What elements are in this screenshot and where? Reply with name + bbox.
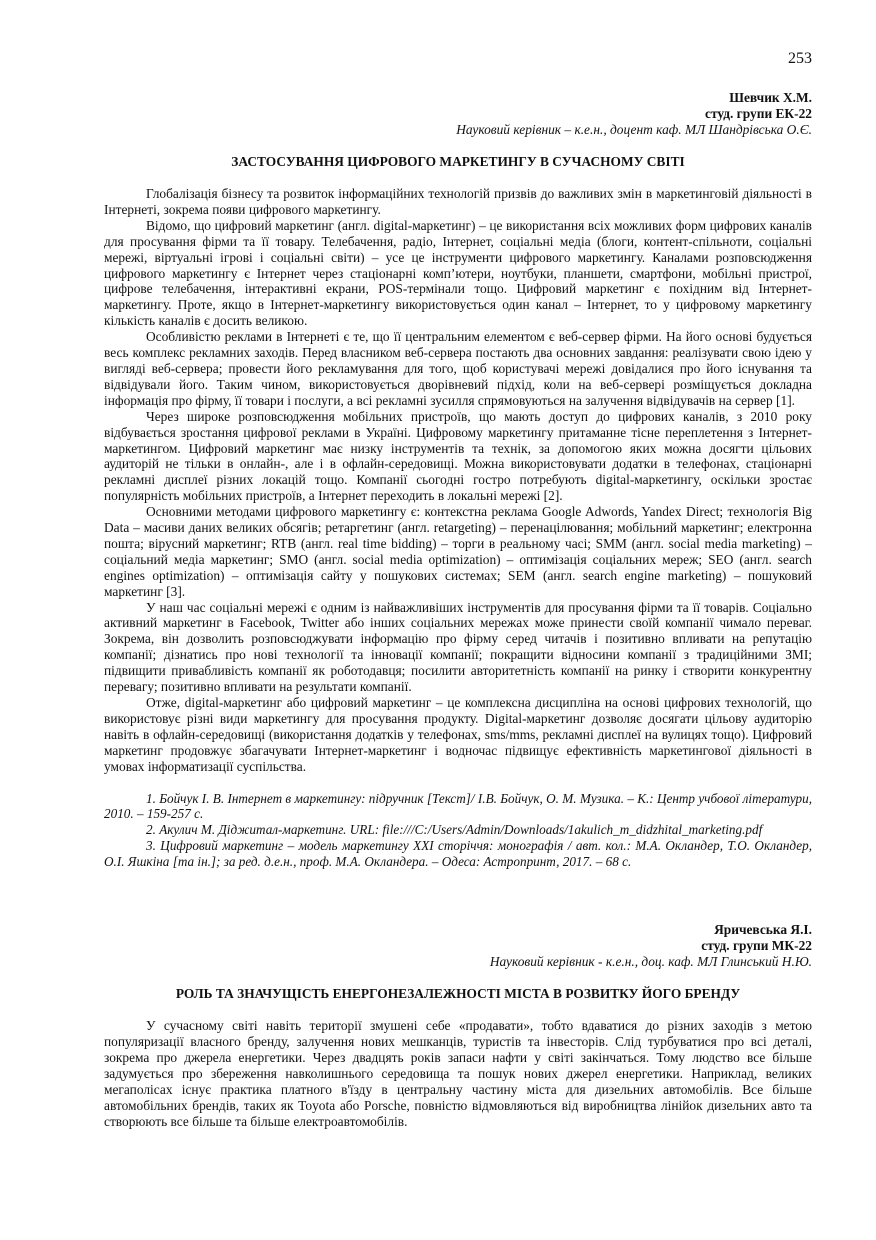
article-title: ЗАСТОСУВАННЯ ЦИФРОВОГО МАРКЕТИНГУ В СУЧАСНОМУ СВІТІ (231, 154, 685, 169)
paragraph: У сучасному світі навіть території змушені себе «продавати», тобто вдаватися до різних заходів з метою популяризації власного бренду, залучення нових мешканців, туристів та інвесторів. Слід турбуватися про всі деталі, зокрема про джерела енергетики. Через двадцять років запаси нафти у світі закінчаться. Тому людство все більше задумується про збереження навколишнього середовища та пошук нових джерел енергетики. Наприклад, великих мегаполісах існує практика платного в'їзду в центральну частину міста для дизельних автомобілів. Все більше автомобільних брендів, таких як Toyota або Porsche, повністю відмовляються від виробництва лінійок дизельних авто та створюють все більше та більше електроавтомобілів. (104, 1018, 812, 1129)
paragraph: Глобалізація бізнесу та розвиток інформаційних технологій призвів до важливих змін в маркетинговій діяльності в Інтернеті, зокрема появи цифрового маркетингу. (104, 186, 812, 217)
paragraph: Отже, digital-маркетинг або цифровий маркетинг – це комплексна дисципліна на основі цифрових технологій, що використовує різні види маркетингу для просування продукту. Digital-маркетинг дозволяє досягати цільову аудиторію навіть в офлайн-середовищі (використання додатків у телефонах, sms/mms, рекламні дисплеї на вулицях тощо). Цифровий маркетинг продовжує збагачувати Інтернет-маркетинг і водночас підвищує ефективність маркетингової діяльності в умовах інформатизації суспільства. (104, 695, 812, 774)
paragraph: Відомо, що цифровий маркетинг (англ. digital-маркетинг) – це використання всіх можливих форм цифрових каналів для просування фірми та її товару. Телебачення, радіо, Інтернет, соціальні медіа (блоги, контент-спільноти, соціальні мережі, віртуальні ігрові і соціальні світи) – усе це інструменти цифрового маркетингу. Каналами розповсюдження цифрового маркетингу є Інтернет через стаціонарні комп’ютери, ноутбуки, планшети, смартфони, мобільні пристрої, цифрове телебачення, інтерактивні екрани, POS-термінали тощо. Цифровий маркетинг є похідним від Інтернет-маркетингу. Проте, якщо в Інтернет-маркетингу використовується один канал – Інтернет, то у цифровому маркетингу кількість каналів є досить великою. (104, 217, 812, 329)
paragraph: Через широке розповсюдження мобільних пристроїв, що мають доступ до цифрових каналів, з 2010 року відбувається зростання цифрової реклами в Україні. Цифровому маркетингу притаманне тісне переплетення з Інтернет-маркетингом. Цифровий маркетинг має низку інструментів та технік, за допомогою яких можна досягти цільових аудиторій не тільки в онлайн-, але і в офлайн-середовищі. Можна використовувати додатки в телефонах, стаціонарні рекламні дисплеї різних локацій тощо. Компанії сьогодні гостро потребують digital-маркетингу, оскільки зростає популярність мобільних пристроїв, а Інтернет переходить в локальні мережі [2]. (104, 408, 812, 504)
author-group: студ. групи ЕК-22 (705, 106, 812, 121)
supervisor: Науковий керівник - к.е.н., доц. каф. МЛ Глинський Н.Ю. (489, 954, 812, 970)
author-name: Шевчик Х.М. (729, 90, 812, 105)
reference-item: 1. Бойчук І. В. Інтернет в маркетингу: підручник [Текст]/ І.В. Бойчук, О. М. Музика. – К.: Центр учбової літератури, 2010. – 159-257 с. (104, 790, 812, 822)
author-group: студ. групи МК-22 (701, 938, 812, 954)
article-2 (104, 922, 812, 1129)
paragraph: Основними методами цифрового маркетингу є: контекстна реклама Google Adwords, Yandex Direct; технологія Big Data – масиви даних великих обсягів; ретаргетинг (англ. retargeting) – перенацілювання; мобільний маркетинг; електронна пошта; вірусний маркетинг; RTB (англ. real time bidding) – торги в реальному часі; SMM (англ. social media marketing) – соціальний медіа маркетинг; SMO (англ. social media optimization) – оптимізація соціальних мереж; SEO (англ. search engines optimization) – оптимізація сайту у пошукових системах; SEM (англ. search engine marketing) – пошуковий маркетинг [3]. (104, 504, 812, 599)
article-1 (104, 90, 812, 870)
paragraph: У наш час соціальні мережі є одним із найважливіших інструментів для просування фірми та її товарів. Соціально активний маркетинг в Facebook, Twitter або інших соціальних мережах може принести своїй компанії чимало переваг. Зокрема, він дозволить розповсюджувати інформацію про фірму серед читачів і позитивно впливати на репутацію компанії; дізнатись про нові технології та інновації компанії; покращити відносини компанії з традиційними ЗМІ; підвищити привабливість компанії як роботодавця; посилити авторитетність компанії на ринку і створити конкурентну перевагу; позитивно впливати на результати компанії. (104, 599, 812, 695)
reference-item: 3. Цифровий маркетинг – модель маркетингу XXI сторіччя: монографія / авт. кол.: М.А. Окландер, Т.О. Окландер, О.І. Яшкіна [та ін.]; за ред. д.е.н., проф. М.А. Окландера. – Одеса: Астропринт, 2017. – 68 с. (104, 838, 812, 870)
reference-item: 2. Акулич М. Діджитал-маркетинг. URL: file:///C:/Users/Admin/Downloads/1akulich_m_didzhital_marketing.pdf (146, 822, 763, 838)
author-name: Яричевська Я.І. (714, 922, 812, 938)
paragraph: Особливістю реклами в Інтернеті є те, що її центральним елементом є веб-сервер фірми. На його основі будується весь комплекс рекламних заходів. Перед власником веб-сервера постають два основних завдання: реалізувати свою ідею у вигляді веб-сервера; провести його рекламування для того, щоб користувачі мережі довідалися про його існування та відвідували його. Таким чином, використовується дворівневий підхід, коли на веб-сервері розміщується докладна інформація про фірму, її товари і послуги, а всі рекламні зусилля спрямовуються на залучення відвідувачів на сервер [1]. (104, 329, 812, 408)
references-list (104, 791, 812, 871)
article-title: РОЛЬ ТА ЗНАЧУЩІСТЬ ЕНЕРГОНЕЗАЛЕЖНОСТІ МІСТА В РОЗВИТКУ ЙОГО БРЕНДУ (175, 986, 741, 1002)
supervisor: Науковий керівник – к.е.н., доцент каф. МЛ Шандрівська О.Є. (456, 122, 812, 137)
section-divider (104, 870, 812, 922)
document-page (104, 50, 812, 1129)
page-number: 253 (788, 50, 812, 67)
